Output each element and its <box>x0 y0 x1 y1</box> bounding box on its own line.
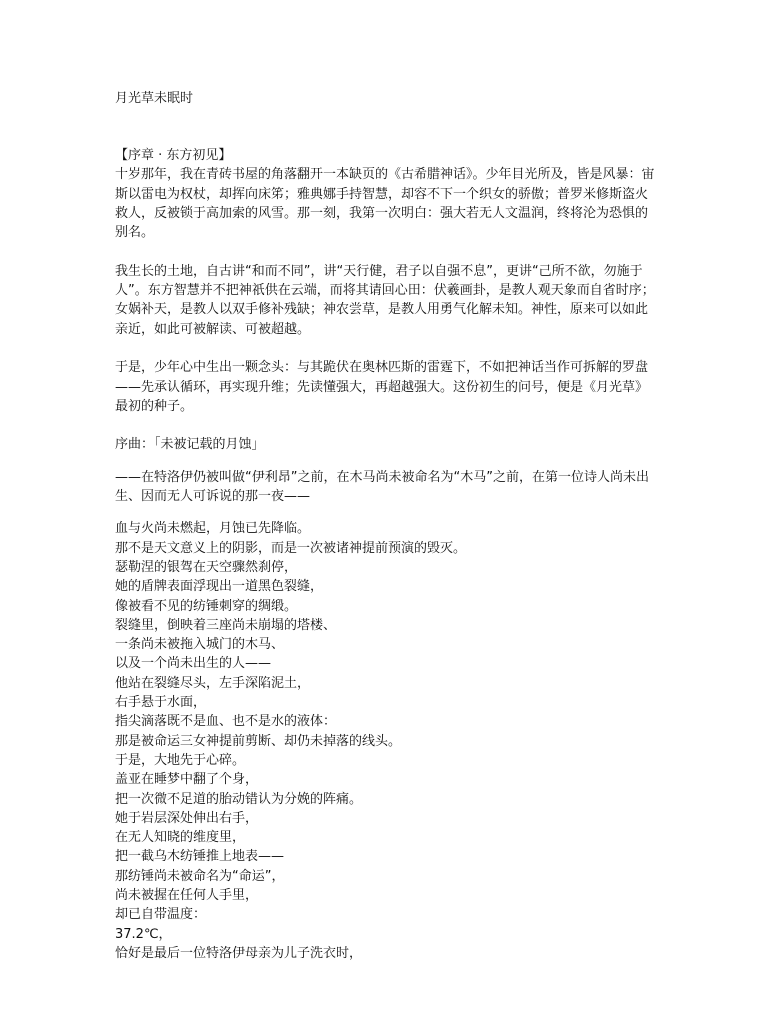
document-title: 月光草未眠时 <box>115 91 194 106</box>
prologue-section <box>115 146 660 242</box>
poem-line: 那纺锤尚未被命名为“命运”， <box>115 868 285 884</box>
poem-line: 瑟勒涅的银驾在天空骤然刹停， <box>115 559 298 575</box>
poem-line: 把一截乌木纺锤推上地表—— <box>115 849 285 865</box>
document-body <box>115 146 660 963</box>
poem-line: 像被看不见的纺锤刺穿的绸缎。 <box>115 598 298 614</box>
poem-line: 她于岩层深处伸出右手， <box>115 810 259 826</box>
paragraph: 我生长的土地，自古讲“和而不同”，讲“天行健，君子以自强不息”，更讲“己所不欲，勿施于人”。东方智慧并不把神祇供在云端，而将其请回心田：伏羲画卦，是教人观天象而自省时序；女娲补天，是教人以双手修补残缺；神农尝草，是教人用勇气化解未知。神性，原来可以如此亲近，如此可被解读、可被超越。 <box>115 263 655 337</box>
paragraph-block <box>115 262 660 339</box>
poem-line: 却已自带温度： <box>115 907 207 923</box>
poem-line: 把一次微不足道的胎动错认为分娩的阵痛。 <box>115 791 363 807</box>
poem-line: 恰好是最后一位特洛伊母亲为儿子洗衣时， <box>115 945 363 961</box>
poem-line: 在无人知晓的维度里， <box>115 830 246 846</box>
poem-line: 那是被命运三女神提前剪断、却仍未掉落的线头。 <box>115 733 402 749</box>
paragraph: 于是，少年心中生出一颗念头：与其跪伏在奥林匹斯的雷霆下，不如把神话当作可拆解的罗盘——先承认循环，再实现升维；先读懂强大，再超越强大。这份初生的问号，便是《月光草》最初的种子。 <box>115 360 649 414</box>
poem-line: 盖亚在睡梦中翻了个身， <box>115 772 259 788</box>
poem-line: 37.2℃， <box>115 926 172 942</box>
poem-line: 尚未被握在任何人手里， <box>115 887 259 903</box>
paragraph: 十岁那年，我在青砖书屋的角落翻开一本缺页的《古希腊神话》。少年目光所及，皆是风暴：宙斯以雷电为权杖，却挥向床笫；雅典娜手持智慧，却容不下一个织女的骄傲；普罗米修斯盗火救人，反被锁于高加索的风雪。那一刻，我第一次明白：强大若无人文温润，终将沦为恐惧的别名。 <box>115 167 655 241</box>
poem-line: 于是，大地先于心碎。 <box>115 752 246 768</box>
poem-line: ——在特洛伊仍被叫做“伊利昂”之前，在木马尚未被命名为“木马”之前，在第一位诗人尚未出生、因而无人可诉说的那一夜—— <box>115 469 649 505</box>
song-section <box>115 435 660 963</box>
poem-line: 一条尚未被拖入城门的木马、 <box>115 637 285 653</box>
poem-line: 以及一个尚未出生的人—— <box>115 656 272 672</box>
prologue-heading: 【序章 · 东方初见】 <box>115 148 232 163</box>
song-heading: 序曲：「未被记载的月蚀」 <box>115 437 265 453</box>
poem-line: 指尖滴落既不是血、也不是水的液体： <box>115 714 337 730</box>
paragraph-block <box>115 358 660 416</box>
poem-line: 她的盾牌表面浮现出一道黑色裂缝， <box>115 579 324 595</box>
poem-line: 他站在裂缝尽头，左手深陷泥土， <box>115 675 311 691</box>
poem-line: 血与火尚未燃起，月蚀已先降临。 <box>115 521 311 537</box>
poem-line: 那不是天文意义上的阴影，而是一次被诸神提前预演的毁灭。 <box>115 540 467 556</box>
poem-line: 右手悬于水面， <box>115 695 207 711</box>
poem-line: 裂缝里，倒映着三座尚未崩塌的塔楼、 <box>115 617 337 633</box>
